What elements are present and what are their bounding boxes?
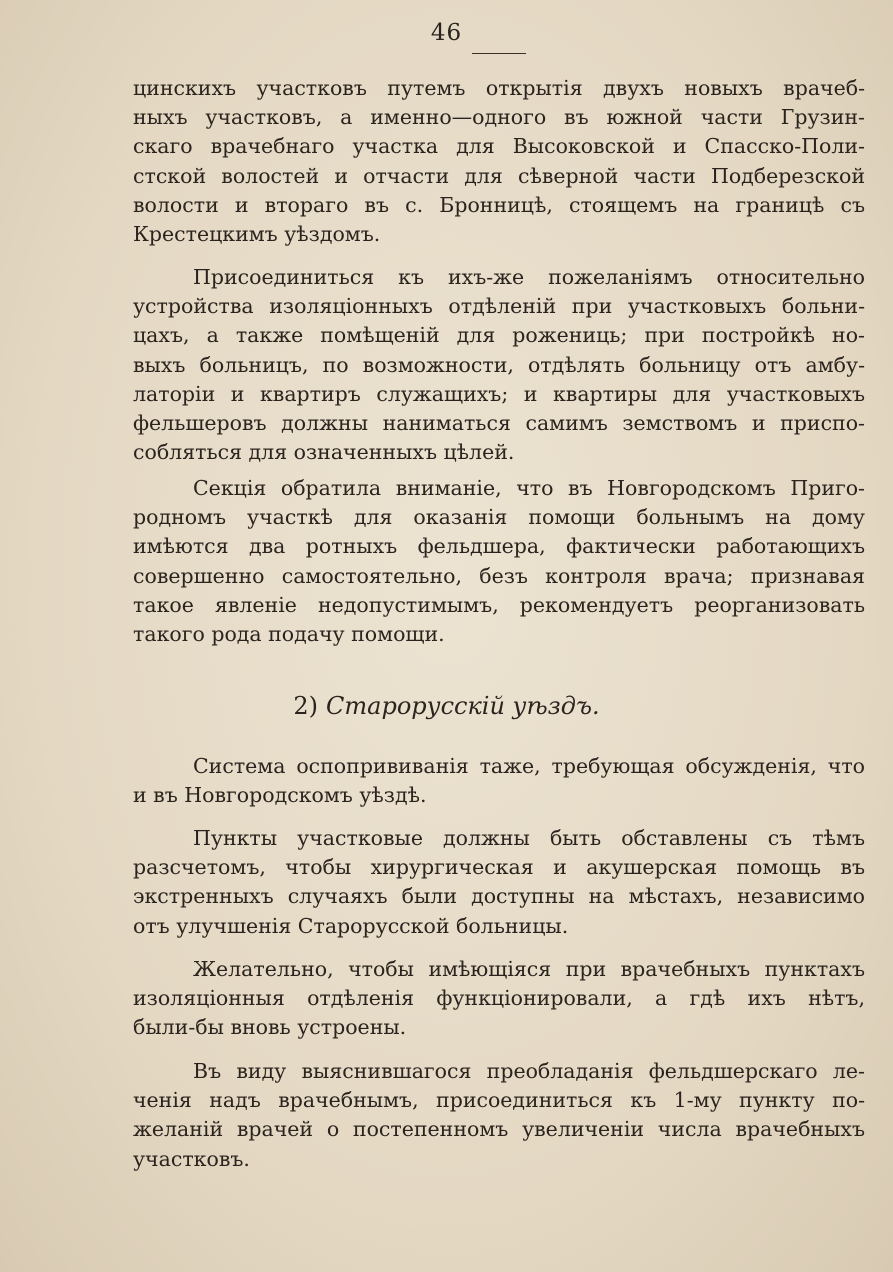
text-line: имѣются два ротныхъ фельдшера, фактически работающихъ	[133, 534, 865, 559]
paragraph-feldsher-treatment	[133, 1057, 865, 1174]
text-line: отъ улучшенія Старорусской больницы.	[133, 913, 569, 938]
text-line: собляться для означенныхъ цѣлей.	[133, 440, 515, 465]
section-heading	[0, 692, 893, 720]
text-line: разсчетомъ, чтобы хирургическая и акушерская помощь въ	[133, 855, 865, 880]
text-line: волости и втораго въ с. Бронницѣ, стоящемъ на границѣ съ	[133, 192, 865, 217]
text-line: ныхъ участковъ, а именно—одного въ южной части Грузин-	[133, 105, 865, 130]
text-line: латоріи и квартиръ служащихъ; и квартиры для участковыхъ	[133, 381, 865, 406]
paragraph-district-points	[133, 824, 865, 941]
text-line: Крестецкимъ уѣздомъ.	[133, 221, 381, 246]
text-line: такое явленіе недопустимымъ, рекомендуетъ реорганизовать	[133, 592, 865, 617]
text-line: изоляціонныя отдѣленія функціонировали, а гдѣ ихъ нѣтъ,	[133, 986, 865, 1011]
text-line: скаго врачебнаго участка для Высоковской и Спасско-Поли-	[133, 134, 865, 159]
text-line: такого рода подачу помощи.	[133, 621, 445, 646]
paragraph-feldshers	[133, 474, 865, 649]
text-line: экстренныхъ случаяхъ были доступны на мѣстахъ, независимо	[133, 884, 865, 909]
text-line: участковъ.	[133, 1146, 250, 1171]
paragraph-continuation	[133, 74, 865, 249]
text-line: и въ Новгородскомъ уѣздѣ.	[133, 783, 427, 808]
text-line: были-бы вновь устроены.	[133, 1015, 407, 1040]
text-line: Система оспопрививанія таже, требующая обсужденія, что	[193, 754, 865, 778]
text-line: фельшеровъ должны наниматься самимъ земствомъ и приспо-	[133, 410, 865, 435]
text-line: Пункты участковые должны быть обставлены съ тѣмъ	[193, 826, 865, 850]
text-line: стской волостей и отчасти для сѣверной части Подберезской	[133, 163, 865, 188]
text-line: Присоединиться къ ихъ-же пожеланіямъ относительно	[193, 265, 865, 289]
text-line: Въ виду выяснившагося преобладанія фельдшерскаго ле-	[193, 1059, 865, 1083]
text-line: устройства изоляціонныхъ отдѣленій при участковыхъ больни-	[133, 294, 865, 319]
text-line: цахъ, а также помѣщеній для рожениць; при постройкѣ но-	[133, 323, 865, 348]
section-title: Старорусскій уѣздъ.	[326, 692, 600, 720]
text-line: ченія надъ врачебнымъ, присоединиться къ 1-му пункту по-	[133, 1088, 865, 1113]
text-line: Желательно, чтобы имѣющіяся при врачебныхъ пунктахъ	[193, 957, 865, 981]
text-line: Секція обратила вниманіе, что въ Новгородскомъ Приго-	[193, 476, 865, 500]
text-line: цинскихъ участковъ путемъ открытія двухъ новыхъ врачеб-	[133, 76, 865, 100]
text-line: выхъ больницъ, по возможности, отдѣлять больницу отъ амбу-	[133, 352, 865, 377]
paragraph-isolation-functioning	[133, 955, 865, 1043]
text-line: совершенно самостоятельно, безъ контроля врача; признавая	[133, 563, 865, 588]
paragraph-isolation-departments	[133, 263, 865, 467]
paragraph-vaccination	[133, 752, 865, 810]
section-number: 2)	[293, 692, 319, 720]
page-number: 46	[430, 20, 463, 46]
text-line: желаній врачей о постепенномъ увеличеніи числа врачебныхъ	[133, 1117, 865, 1142]
page-number-rule	[472, 53, 526, 54]
text-line: родномъ участкѣ для оказанія помощи больнымъ на дому	[133, 505, 865, 530]
